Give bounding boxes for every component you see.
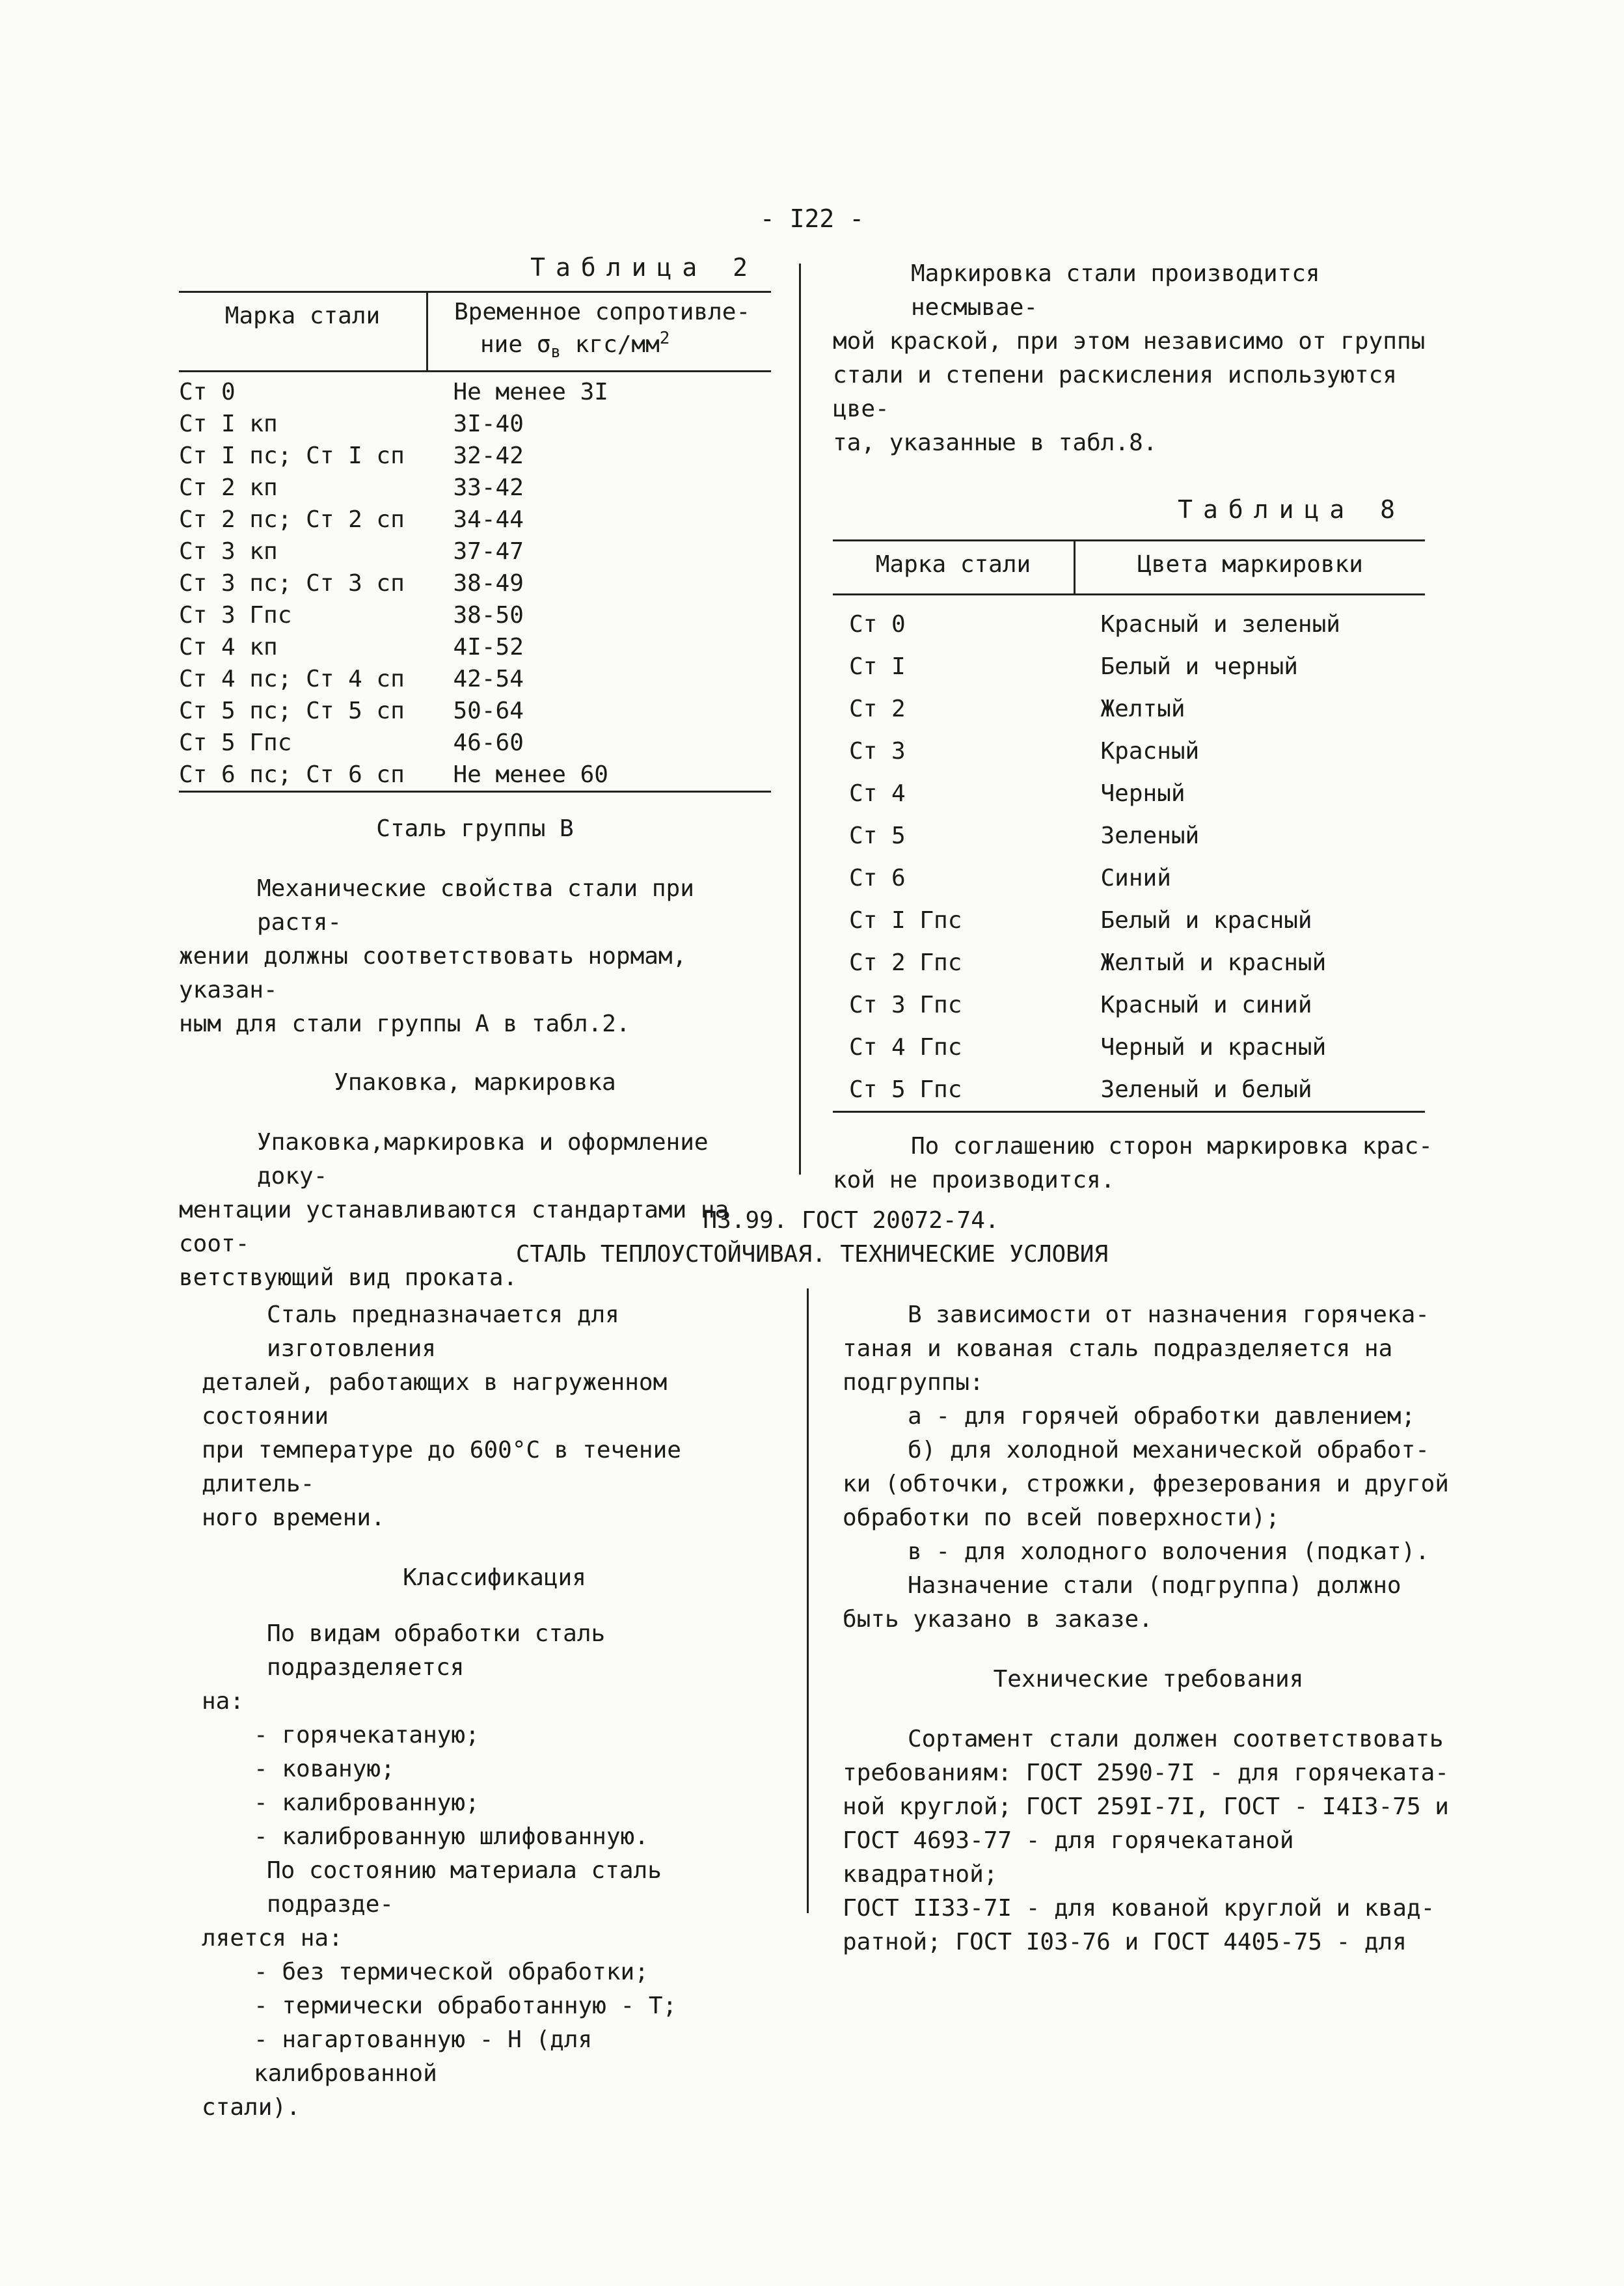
list-processing	[202, 1719, 787, 1854]
strength-header-unit: кгс/мм	[575, 331, 660, 358]
para-marking	[833, 257, 1444, 460]
table8-row	[833, 942, 1425, 984]
table8-header-grade: Марка стали	[833, 541, 1075, 595]
table2-cell-value: 4I-52	[453, 634, 524, 661]
table2-cell-value: 37-47	[453, 538, 524, 565]
list-item: - без термической обработки;	[254, 1959, 649, 1985]
para-subgroups-line: подгруппы:	[843, 1369, 984, 1396]
table8-row	[833, 688, 1425, 730]
table2-row	[179, 440, 771, 472]
para-mechanical	[179, 872, 771, 1041]
para-state-line: По состоянию материала сталь подразде-	[267, 1857, 662, 1918]
table2-cell-value: Не менее 60	[453, 761, 608, 789]
item-b	[843, 1434, 1454, 1535]
table2-cell-grade: Ст 2 кп	[179, 474, 278, 502]
table2-cell-grade: Ст 3 Гпс	[179, 602, 292, 629]
table8	[833, 539, 1425, 1111]
table8-row	[833, 857, 1425, 899]
table2-row	[179, 408, 771, 440]
list-item: - калиброванную шлифованную.	[254, 1823, 649, 1850]
right-bottom-column	[843, 1298, 1454, 1959]
table2-caption: Таблица 2	[530, 253, 758, 282]
item-b-line: ки (обточки, строжки, фрезерования и другой	[843, 1471, 1449, 1497]
list-item: - кованую;	[254, 1756, 395, 1782]
table2-row	[179, 472, 771, 504]
table2-row	[179, 567, 771, 599]
table8-body	[833, 595, 1425, 1111]
para-processing-line: на:	[202, 1688, 245, 1715]
table2-cell-value: 38-49	[453, 570, 524, 597]
list-item: - термически обработанную - Т;	[254, 1993, 677, 2019]
table8-cell-grade: Ст 0	[849, 611, 906, 638]
table8-cell-color: Желтый и красный	[1100, 949, 1327, 976]
table8-row	[833, 646, 1425, 688]
table8-cell-grade: Ст 4 Гпс	[849, 1034, 962, 1061]
strength-header-sub: в	[550, 342, 562, 362]
para-assortment-line: ГОСТ II33-7I - для кованой круглой и квад-	[843, 1895, 1435, 1922]
heading-group-b: Сталь группы В	[376, 815, 574, 843]
table8-cell-color: Черный и красный	[1100, 1034, 1327, 1061]
para-state	[202, 1854, 787, 1955]
table2-cell-value: 46-60	[453, 729, 524, 757]
column-divider-top	[799, 264, 801, 1175]
table2-row	[179, 599, 771, 631]
para-purpose-line: деталей, работающих в нагруженном состоянии	[202, 1369, 668, 1430]
table8-cell-color: Зеленый и белый	[1100, 1076, 1312, 1103]
para-purpose-line: Сталь предназначается для изготовления	[267, 1301, 619, 1362]
table8-cell-grade: Ст 3 Гпс	[849, 992, 962, 1018]
table2-cell-grade: Ст 0	[179, 379, 236, 406]
para-agreement-line: По соглашению сторон маркировка крас-	[911, 1133, 1433, 1160]
column-divider-bottom	[807, 1288, 809, 1913]
para-assortment-line: Сортамент стали должен соответствовать	[908, 1726, 1444, 1752]
table2-row	[179, 504, 771, 536]
table2-cell-grade: Ст 4 пс; Ст 4 сп	[179, 666, 405, 693]
section-title: СТАЛЬ ТЕПЛОУСТОЙЧИВАЯ. ТЕХНИЧЕСКИЕ УСЛОВИЯ	[515, 1241, 1109, 1268]
section-heading	[0, 1204, 1624, 1272]
para-assortment-line: ГОСТ 4693-77 - для горячекатаной квадратной;	[843, 1827, 1294, 1888]
para-assortment-line: ратной; ГОСТ I03-76 и ГОСТ 4405-75 - для	[843, 1929, 1407, 1955]
para-pack-line: Упаковка,маркировка и оформление доку-	[257, 1129, 709, 1190]
table2-cell-grade: Ст I кп	[179, 411, 278, 438]
para-mech-line: Механические свойства стали при растя-	[257, 875, 694, 936]
item-a: а - для горячей обработки давлением;	[908, 1403, 1416, 1430]
table2-cell-value: 42-54	[453, 666, 524, 693]
table8-cell-color: Зеленый	[1100, 823, 1200, 849]
table2-cell-grade: Ст 6 пс; Ст 6 сп	[179, 761, 405, 789]
table2	[179, 291, 771, 791]
table8-cell-grade: Ст I Гпс	[849, 907, 962, 934]
table2-cell-grade: Ст 5 пс; Ст 5 сп	[179, 698, 405, 725]
list-item: - нагартованную - Н (для калиброванной	[254, 2026, 593, 2087]
table2-header-grade: Марка стали	[179, 292, 427, 372]
table8-cell-grade: Ст 6	[849, 865, 906, 891]
table2-cell-value: 34-44	[453, 506, 524, 534]
table8-caption: Таблица 8	[1178, 495, 1405, 524]
list-state	[202, 1955, 787, 2125]
table2-row	[179, 536, 771, 567]
table8-row	[833, 899, 1425, 942]
para-purpose	[202, 1298, 787, 1535]
table2-cell-value: 38-50	[453, 602, 524, 629]
table2-row	[179, 631, 771, 663]
table8-cell-color: Красный	[1100, 738, 1200, 765]
table8-cell-color: Синий	[1100, 865, 1171, 891]
para-marking-line: та, указанные в табл.8.	[833, 429, 1157, 456]
para-purpose-line: при температуре до 600°С в течение длитель-	[202, 1437, 681, 1497]
item-b-line: б) для холодной механической обработ-	[908, 1437, 1429, 1463]
table8-cell-grade: Ст 3	[849, 738, 906, 765]
table8-cell-color: Белый и черный	[1100, 653, 1298, 680]
para-state-line: ляется на:	[202, 1925, 343, 1952]
table2-header-strength	[427, 292, 772, 372]
para-pack-line: ментации устанавливаются стандартами на соот-	[179, 1197, 729, 1258]
strength-header-line2: ние σ	[480, 331, 551, 358]
table8-cell-grade: Ст 5	[849, 823, 906, 849]
item-v: в - для холодного волочения (подкат).	[908, 1538, 1429, 1565]
table2-cell-value: 32-42	[453, 442, 524, 470]
table2-body	[179, 372, 771, 791]
para-pack-line: ветствующий вид проката.	[179, 1264, 518, 1292]
para-mech-line: ным для стали группы А в табл.2.	[179, 1011, 630, 1038]
para-mech-line: жении должны соответствовать нормам, указан-	[179, 943, 687, 1004]
table2-cell-grade: Ст 2 пс; Ст 2 сп	[179, 506, 405, 534]
table2-row	[179, 695, 771, 727]
table8-row	[833, 730, 1425, 772]
right-top-column	[833, 257, 1444, 1197]
list-item-continuation: стали).	[202, 2094, 301, 2121]
left-top-column	[179, 251, 771, 1295]
table2-row	[179, 663, 771, 695]
table8-row	[833, 595, 1425, 646]
para-order	[843, 1569, 1454, 1637]
heading-classification: Классификация	[403, 1564, 586, 1591]
table8-row	[833, 984, 1425, 1026]
para-subgroups-line: таная и кованая сталь подразделяется на	[843, 1335, 1393, 1362]
table8-row	[833, 815, 1425, 857]
heading-packing: Упаковка, маркировка	[334, 1069, 616, 1096]
table8-header-color: Цвета маркировки	[1137, 551, 1363, 578]
page-number: - I22 -	[759, 204, 865, 233]
para-agreement-line: кой не производится.	[833, 1167, 1115, 1193]
table2-cell-grade: Ст 5 Гпс	[179, 729, 292, 757]
table2-cell-value: Не менее 3I	[453, 379, 608, 406]
item-b-line: обработки по всей поверхности);	[843, 1504, 1280, 1531]
table8-cell-grade: Ст 5 Гпс	[849, 1076, 962, 1103]
list-item: - калиброванную;	[254, 1789, 480, 1816]
table8-row	[833, 1026, 1425, 1068]
table2-cell-grade: Ст 3 кп	[179, 538, 278, 565]
table8-cell-grade: Ст 2 Гпс	[849, 949, 962, 976]
table2-row	[179, 759, 771, 791]
table8-cell-color: Красный и синий	[1100, 992, 1312, 1018]
para-subgroups-line: В зависимости от назначения горячека-	[908, 1301, 1429, 1328]
left-bottom-column	[202, 1298, 787, 2125]
table2-cell-grade: Ст I пс; Ст I сп	[179, 442, 405, 470]
para-marking-line: Маркировка стали производится несмывае-	[911, 260, 1320, 321]
heading-technical: Технические требования	[993, 1666, 1304, 1693]
para-assortment-line: требованиям: ГОСТ 2590-7I - для горячеката-	[843, 1760, 1449, 1786]
table8-cell-color: Черный	[1100, 780, 1185, 807]
table8-row	[833, 1068, 1425, 1111]
table2-cell-grade: Ст 4 кп	[179, 634, 278, 661]
para-processing-line: По видам обработки сталь подразделяется	[267, 1620, 606, 1681]
table8-row	[833, 772, 1425, 815]
para-agreement	[833, 1130, 1444, 1197]
para-marking-line: стали и степени раскисления используются цве-	[833, 362, 1397, 422]
strength-header-line1: Временное сопротивле-	[454, 299, 751, 325]
strength-header-sup: 2	[659, 329, 670, 348]
para-processing	[202, 1617, 787, 1719]
para-assortment	[843, 1722, 1454, 1959]
table2-row	[179, 372, 771, 409]
table8-cell-color: Красный и зеленый	[1100, 611, 1340, 638]
section-number: ПЗ.99. ГОСТ 20072-74.	[703, 1207, 999, 1234]
table8-cell-grade: Ст 2	[849, 696, 906, 722]
table2-cell-grade: Ст 3 пс; Ст 3 сп	[179, 570, 405, 597]
table8-cell-color: Белый и красный	[1100, 907, 1312, 934]
table8-cell-grade: Ст I	[849, 653, 906, 680]
para-order-line: Назначение стали (подгруппа) должно	[908, 1572, 1401, 1599]
table2-row	[179, 727, 771, 759]
table2-cell-value: 33-42	[453, 474, 524, 502]
table8-cell-color: Желтый	[1100, 696, 1185, 722]
table2-cell-value: 3I-40	[453, 411, 524, 438]
para-order-line: быть указано в заказе.	[843, 1606, 1153, 1633]
list-item: - горячекатаную;	[254, 1722, 480, 1749]
para-assortment-line: ной круглой; ГОСТ 259I-7I, ГОСТ - I4I3-75 и	[843, 1793, 1449, 1820]
para-marking-line: мой краской, при этом независимо от группы	[833, 328, 1426, 355]
para-subgroups	[843, 1298, 1454, 1400]
para-purpose-line: ного времени.	[202, 1504, 385, 1531]
table8-cell-grade: Ст 4	[849, 780, 906, 807]
table2-cell-value: 50-64	[453, 698, 524, 725]
